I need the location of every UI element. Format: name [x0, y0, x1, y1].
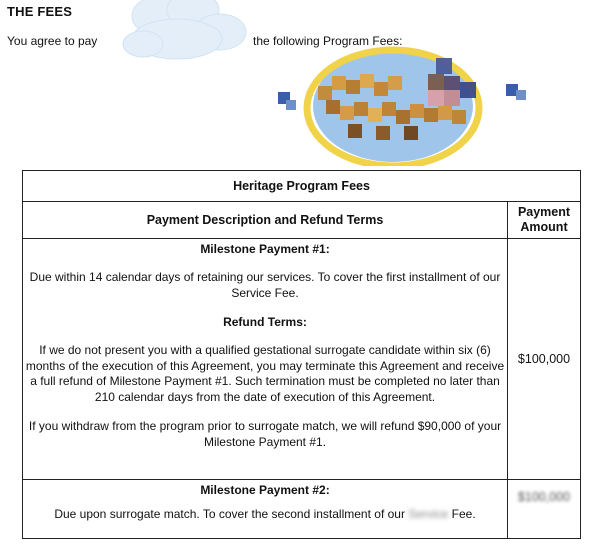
table-row: [23, 480, 581, 539]
withdraw-refund-text: If you withdraw from the program prior to surrogate match, we will refund $90,000 of your Milestone Payment #1.: [28, 419, 502, 449]
milestone-2-amount-cell: [508, 480, 581, 539]
milestone-1-due-text: Due within 14 calendar days of retaining our services. To cover the first installment of our Service Fee.: [29, 270, 501, 300]
intro-text-left: You agree to pay: [7, 34, 98, 48]
milestone-2-description: [23, 480, 508, 539]
column-header-description: Payment Description and Refund Terms: [23, 202, 508, 239]
milestone-1-description: [23, 239, 508, 480]
milestone-2-due-text-a: Due upon surrogate match. To cover the second installment of our: [54, 507, 405, 521]
program-fees-table: [22, 170, 581, 539]
table-title: Heritage Program Fees: [23, 171, 581, 202]
milestone-2-title: Milestone Payment #2:: [200, 483, 330, 497]
milestone-2-due-text-blurred: Service: [408, 507, 449, 521]
cloud-icon: [115, 0, 255, 69]
fees-heading: THE FEES: [7, 4, 73, 19]
column-header-amount-line1: Payment: [517, 205, 571, 219]
column-header-amount: [508, 202, 581, 239]
milestone-2-due-text: [23, 507, 507, 523]
milestone-2-amount: $100,000: [517, 490, 571, 504]
table-row: [23, 239, 581, 480]
milestone-1-amount: $100,000: [508, 239, 581, 480]
milestone-1-title: Milestone Payment #1:: [200, 242, 330, 256]
program-logo: [278, 46, 528, 166]
milestone-2-due-text-b: Fee.: [451, 507, 476, 521]
intro-text-right: the following Program Fees:: [253, 34, 403, 48]
refund-terms-text: If we do not present you with a qualified gestational surrogate candidate within six (6) months of the execution of this Agreement, you may terminate this Agreement and receive a full refund of Milestone Payment #1. Such termination must be completed no later than 210 calendar days from the date of execution of this Agreement.: [25, 343, 505, 404]
refund-terms-title: Refund Terms:: [223, 315, 307, 329]
column-header-amount-line2: Amount: [520, 220, 568, 234]
